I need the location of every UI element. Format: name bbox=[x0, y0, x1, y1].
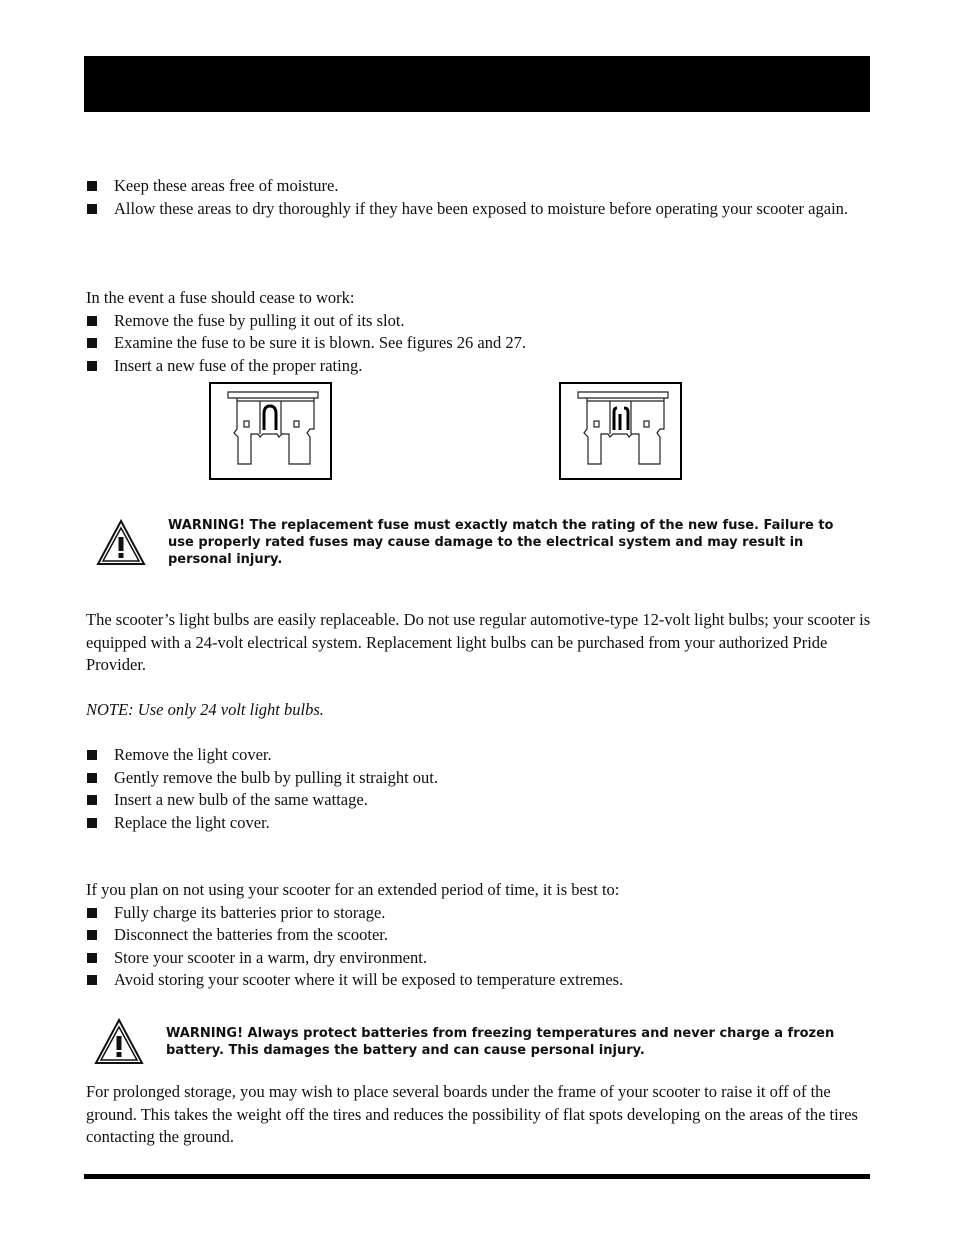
fuse-list bbox=[86, 310, 872, 378]
list-item: Keep these areas free of moisture. bbox=[86, 175, 872, 198]
list-item: Remove the light cover. bbox=[86, 744, 872, 767]
fuse-section bbox=[86, 287, 872, 377]
list-item: Store your scooter in a warm, dry environment. bbox=[86, 947, 872, 970]
storage-closing: For prolonged storage, you may wish to place several boards under the frame of your scooter to raise it off of the ground. This takes the weight off the tires and reduces the possibility of flat spots developing on the areas of the tires contacting the ground. bbox=[86, 1082, 858, 1146]
list-item: Insert a new fuse of the proper rating. bbox=[86, 355, 872, 378]
moisture-list bbox=[86, 175, 872, 220]
fuse-warning-text: WARNING! The replacement fuse must exactly match the rating of the new fuse. Failure to use properly rated fuses may cause damage to the electrical system and may result in personal injury. bbox=[168, 518, 834, 567]
list-item: Allow these areas to dry thoroughly if they have been exposed to moisture before operating your scooter again. bbox=[86, 198, 872, 221]
fuse-figure-good bbox=[209, 382, 332, 480]
warning-triangle-icon bbox=[96, 518, 146, 566]
storage-list bbox=[86, 902, 872, 992]
page-footer-rule bbox=[84, 1174, 870, 1179]
storage-warning-text: WARNING! Always protect batteries from freezing temperatures and never charge a frozen battery. This damages the battery and can cause personal injury. bbox=[166, 1026, 835, 1058]
blown-fuse-icon bbox=[561, 384, 680, 478]
fuse-intro: In the event a fuse should cease to work: bbox=[86, 288, 355, 307]
bulb-list bbox=[86, 744, 872, 834]
list-item: Replace the light cover. bbox=[86, 812, 872, 835]
list-item: Fully charge its batteries prior to storage. bbox=[86, 902, 872, 925]
storage-intro: If you plan on not using your scooter for an extended period of time, it is best to: bbox=[86, 880, 620, 899]
list-item: Disconnect the batteries from the scooter. bbox=[86, 924, 872, 947]
list-item: Insert a new bulb of the same wattage. bbox=[86, 789, 872, 812]
warning-triangle-icon bbox=[94, 1017, 144, 1065]
fuse-figure-blown bbox=[559, 382, 682, 480]
bulb-intro: The scooter’s light bulbs are easily replaceable. Do not use regular automotive-type 12-volt light bulbs; your scooter is equipped with a 24-volt electrical system. Replacement light bulbs can be purchased from your authorized Pride Provider. bbox=[86, 610, 871, 674]
list-item: Remove the fuse by pulling it out of its slot. bbox=[86, 310, 872, 333]
list-item: Avoid storing your scooter where it will be exposed to temperature extremes. bbox=[86, 969, 872, 992]
list-item: Examine the fuse to be sure it is blown. See figures 26 and 27. bbox=[86, 332, 872, 355]
bulb-note: NOTE: Use only 24 volt light bulbs. bbox=[86, 699, 324, 719]
page-header-bar bbox=[84, 56, 870, 112]
moisture-section bbox=[86, 175, 872, 220]
storage-section bbox=[86, 879, 872, 992]
list-item: Gently remove the bulb by pulling it straight out. bbox=[86, 767, 872, 790]
good-fuse-icon bbox=[211, 384, 330, 478]
bulb-section bbox=[86, 609, 872, 834]
